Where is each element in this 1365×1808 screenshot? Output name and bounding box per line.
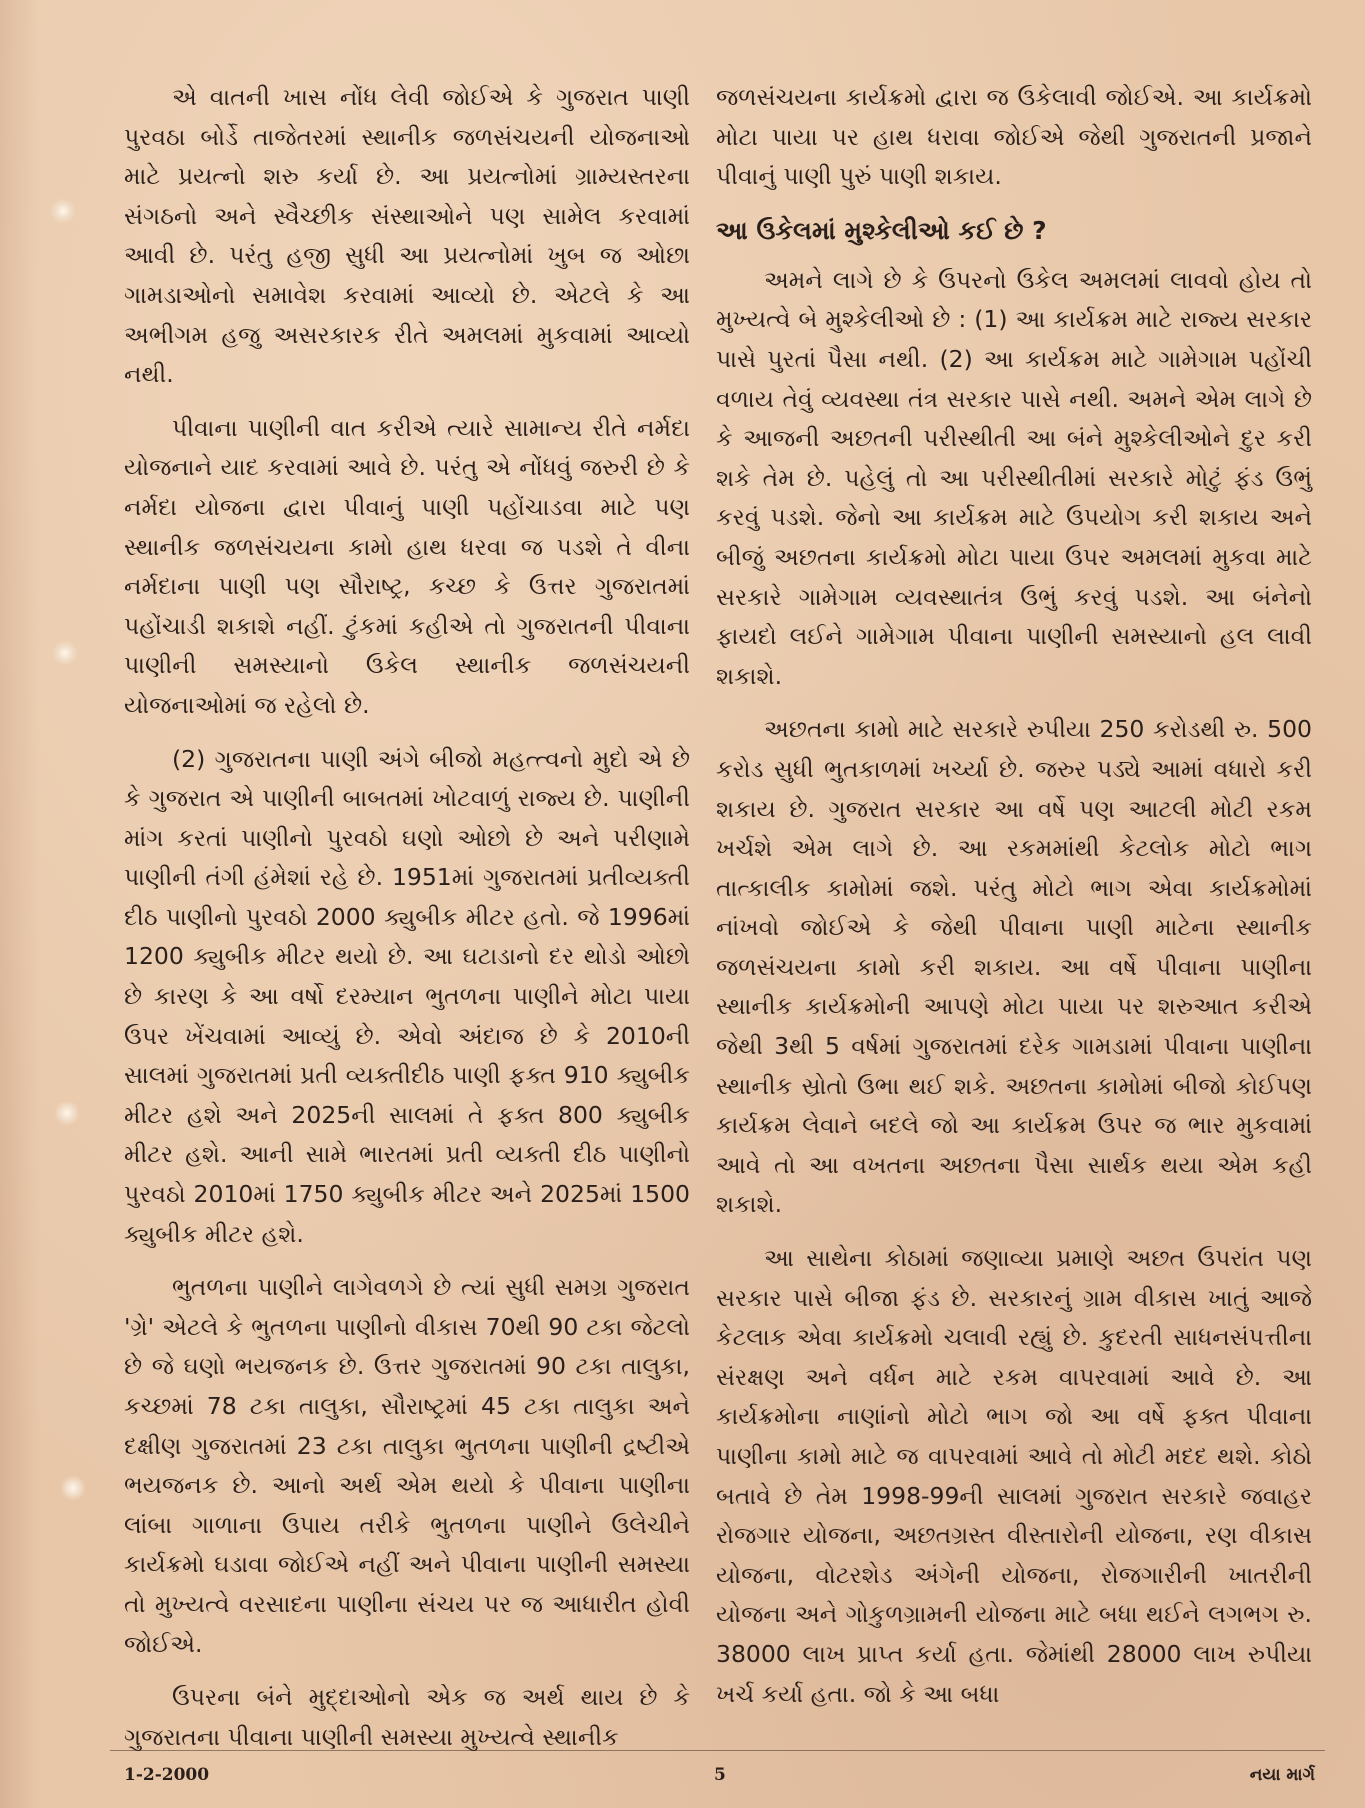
- left-column: [124, 78, 690, 1771]
- paragraph: પીવાના પાણીની વાત કરીએ ત્યારે સામાન્ય રીતે નર્મદા યોજનાને યાદ કરવામાં આવે છે. પરંતુ એ નોંધવું જરુરી છે કે નર્મદા યોજના દ્વારા પીવાનું પાણી પહોંચાડવા માટે પણ સ્થાનીક જળસંચયના કામો હાથ ધરવા જ પડશે તે વીના નર્મદાના પાણી પણ સૌરાષ્ટ્ર, કચ્છ કે ઉત્તર ગુજરાતમાં પહોંચાડી શકાશે નહીં. ટુંકમાં કહીએ તો ગુજરાતની પીવાના પાણીની સમસ્યાનો ઉકેલ સ્થાનીક જળસંચયની યોજનાઓમાં જ રહેલો છે.: [124, 413, 690, 719]
- page-number: 5: [714, 1765, 726, 1785]
- binding-hole: [60, 1475, 86, 1501]
- right-column: [716, 78, 1312, 1728]
- binding-hole: [54, 1100, 80, 1126]
- magazine-name: નયા માર્ગ: [1249, 1765, 1315, 1785]
- paragraph: આ સાથેના કોઠામાં જણાવ્યા પ્રમાણે અછત ઉપરાંત પણ સરકાર પાસે બીજા ફંડ છે. સરકારનું ગ્રામ વીકાસ ખાતું આજે કેટલાક એવા કાર્યક્રમો ચલાવી રહ્યું છે. કુદરતી સાધનસંપત્તીના સંરક્ષણ અને વર્ધન માટે રકમ વાપરવામાં આવે છે. આ કાર્યક્રમોના નાણાંનો મોટો ભાગ જો આ વર્ષે ફક્ત પીવાના પાણીના કામો માટે જ વાપરવામાં આવે તો મોટી મદદ થશે. કોઠો બતાવે છે તેમ 1998-99ની સાલમાં ગુજરાત સરકારે જવાહર રોજગાર યોજના, અછતગ્રસ્ત વીસ્તારોની યોજના, રણ વીકાસ યોજના, વોટરશેડ અંગેની યોજના, રોજગારીની ખાતરીની યોજના અને ગોકુળગ્રામની યોજના માટે બધા થઈને લગભગ રુ. 38000 લાખ પ્રાપ્ત કર્યા હતા. જેમાંથી 28000 લાખ રુપીયા ખર્ચ કર્યા હતા. જો કે આ બધા: [716, 1244, 1312, 1708]
- paragraph: ઉપરના બંને મુદ્દાઓનો એક જ અર્થ થાય છે કે ગુજરાતના પીવાના પાણીની સમસ્યા મુખ્યત્વે સ્થાનીક: [124, 1683, 690, 1751]
- paragraph: જળસંચયના કાર્યક્રમો દ્વારા જ ઉકેલાવી જોઈએ. આ કાર્યક્રમો મોટા પાયા પર હાથ ધરાવા જોઈએ જેથી ગુજરાતની પ્રજાને પીવાનું પાણી પુરું પાણી શકાય.: [716, 83, 1312, 191]
- paragraph: અછતના કામો માટે સરકારે રુપીયા 250 કરોડથી રુ. 500 કરોડ સુધી ભુતકાળમાં ખર્ચ્યા છે. જરુર પડ્યે આમાં વધારો કરી શકાય છે. ગુજરાત સરકાર આ વર્ષે પણ આટલી મોટી રકમ ખર્ચશે એમ લાગે છે. આ રકમમાંથી કેટલોક મોટો ભાગ તાત્કાલીક કામોમાં જશે. પરંતુ મોટો ભાગ એવા કાર્યક્રમોમાં નાંખવો જોઈએ કે જેથી પીવાના પાણી માટેના સ્થાનીક જળસંચયના કામો કરી શકાય. આ વર્ષે પીવાના પાણીના સ્થાનીક કાર્યક્રમોની આપણે મોટા પાયા પર શરુઆત કરીએ જેથી 3થી 5 વર્ષમાં ગુજરાતમાં દરેક ગામડામાં પીવાના પાણીના સ્થાનીક સ્રોતો ઉભા થઈ શકે. અછતના કામોમાં બીજો કોઈપણ કાર્યક્રમ લેવાને બદલે જો આ કાર્યક્રમ ઉપર જ ભાર મુકવામાં આવે તો આ વખતના અછતના પૈસા સાર્થક થયા એમ કહી શકાશે.: [716, 715, 1312, 1219]
- section-heading: આ ઉકેલમાં મુશ્કેલીઓ કઈ છે ?: [716, 215, 1047, 245]
- footer-divider: [110, 1750, 1325, 1751]
- paragraph: ભુતળના પાણીને લાગેવળગે છે ત્યાં સુધી સમગ્ર ગુજરાત 'ગ્રે' એટલે કે ભુતળના પાણીનો વીકાસ 70થી 90 ટકા જેટલો છે જે ઘણો ભયજનક છે. ઉત્તર ગુજરાતમાં 90 ટકા તાલુકા, કચ્છમાં 78 ટકા તાલુકા, સૌરાષ્ટ્રમાં 45 ટકા તાલુકા અને દક્ષીણ ગુજરાતમાં 23 ટકા તાલુકા ભુતળના પાણીની દ્રષ્ટીએ ભયજનક છે. આનો અર્થ એમ થયો કે પીવાના પાણીના લાંબા ગાળાના ઉપાય તરીકે ભુતળના પાણીને ઉલેચીને કાર્યક્રમો ઘડાવા જોઈએ નહીં અને પીવાના પાણીની સમસ્યા તો મુખ્યત્વે વરસાદના પાણીના સંચય પર જ આધારીત હોવી જોઈએ.: [124, 1273, 690, 1658]
- paragraph: (2) ગુજરાતના પાણી અંગે બીજો મહત્ત્વનો મુદો એ છે કે ગુજરાત એ પાણીની બાબતમાં ખોટવાળું રાજ્ય છે. પાણીની માંગ કરતાં પાણીનો પુરવઠો ઘણો ઓછો છે અને પરીણામે પાણીની તંગી હંમેશાં રહે છે. 1951માં ગુજરાતમાં પ્રતીવ્યક્તી દીઠ પાણીનો પુરવઠો 2000 ક્યુબીક મીટર હતો. જે 1996માં 1200 ક્યુબીક મીટર થયો છે. આ ઘટાડાનો દર થોડો ઓછો છે કારણ કે આ વર્ષો દરમ્યાન ભુતળના પાણીને મોટા પાયા ઉપર ખેંચવામાં આવ્યું છે. એવો અંદાજ છે કે 2010ની સાલમાં ગુજરાતમાં પ્રતી વ્યક્તીદીઠ પાણી ફક્ત 910 ક્યુબીક મીટર હશે અને 2025ની સાલમાં તે ફક્ત 800 ક્યુબીક મીટર હશે. આની સામે ભારતમાં પ્રતી વ્યક્તી દીઠ પાણીનો પુરવઠો 2010માં 1750 ક્યુબીક મીટર અને 2025માં 1500 ક્યુબીક મીટર હશે.: [124, 744, 690, 1248]
- paragraph: અમને લાગે છે કે ઉપરનો ઉકેલ અમલમાં લાવવો હોય તો મુખ્યત્વે બે મુશ્કેલીઓ છે : (1) આ કાર્યક્રમ માટે રાજ્ય સરકાર પાસે પુરતાં પૈસા નથી. (2) આ કાર્યક્રમ માટે ગામેગામ પહોંચી વળાય તેવું વ્યવસ્થા તંત્ર સરકાર પાસે નથી. અમને એમ લાગે છે કે આજની અછતની પરીસ્થીતી આ બંને મુશ્કેલીઓને દુર કરી શકે તેમ છે. પહેલું તો આ પરીસ્થીતીમાં સરકારે મોટું ફંડ ઉભું કરવું પડશે. જેનો આ કાર્યક્રમ માટે ઉપયોગ કરી શકાય અને બીજું અછતના કાર્યક્રમો મોટા પાયા ઉપર અમલમાં મુકવા માટે સરકારે ગામેગામ વ્યવસ્થાતંત્ર ઉભું કરવું પડશે. આ બંનેનો ફાયદો લઈને ગામેગામ પીવાના પાણીની સમસ્યાનો હલ લાવી શકાશે.: [716, 265, 1312, 690]
- binding-hole: [52, 640, 78, 666]
- issue-date: 1-2-2000: [124, 1765, 210, 1785]
- paragraph: એ વાતની ખાસ નોંધ લેવી જોઈએ કે ગુજરાત પાણી પુરવઠા બોર્ડે તાજેતરમાં સ્થાનીક જળસંચયની યોજનાઓ માટે પ્રયત્નો શરુ કર્યા છે. આ પ્રયત્નોમાં ગ્રામ્યસ્તરના સંગઠનો અને સ્વૈચ્છીક સંસ્થાઓને પણ સામેલ કરવામાં આવી છે. પરંતુ હજી સુધી આ પ્રયત્નોમાં ખુબ જ ઓછા ગામડાઓનો સમાવેશ કરવામાં આવ્યો છે. એટલે કે આ અભીગમ હજુ અસરકારક રીતે અમલમાં મુકવામાં આવ્યો નથી.: [124, 83, 690, 389]
- binding-hole: [50, 198, 76, 224]
